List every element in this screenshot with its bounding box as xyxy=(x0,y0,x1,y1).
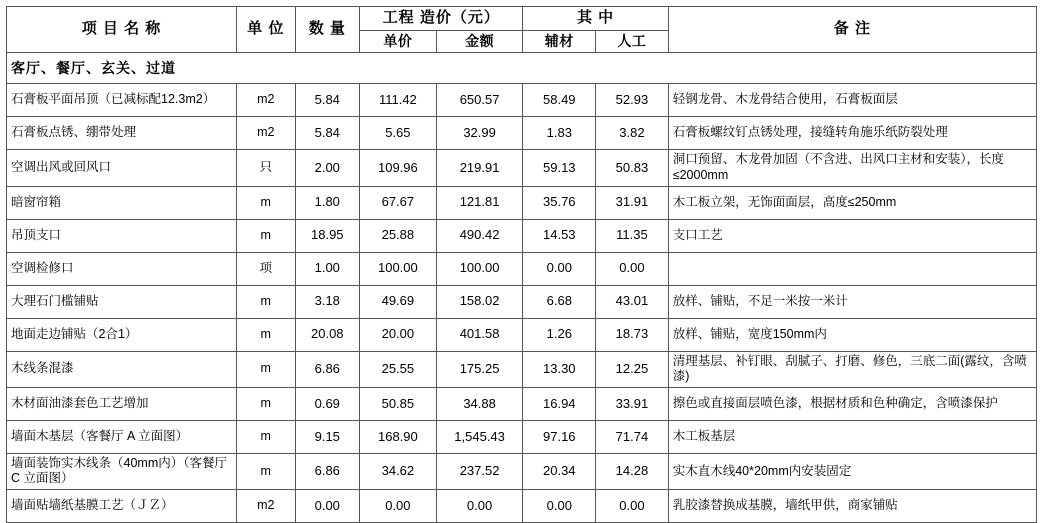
row-name: 空调检修口 xyxy=(7,252,237,285)
row-aux: 13.30 xyxy=(523,351,596,387)
row-remark: 放样、铺贴，不足一米按一米计 xyxy=(668,285,1036,318)
row-unit-price: 50.85 xyxy=(360,387,437,420)
row-unit: m xyxy=(237,318,296,351)
row-name: 地面走边铺贴（2合1） xyxy=(7,318,237,351)
row-qty: 0.00 xyxy=(295,490,360,523)
table-row xyxy=(7,387,1037,420)
row-amount: 0.00 xyxy=(436,490,523,523)
row-name: 木材面油漆套色工艺增加 xyxy=(7,387,237,420)
table-header xyxy=(7,7,1037,53)
row-qty: 5.84 xyxy=(295,117,360,150)
row-labor: 33.91 xyxy=(596,387,669,420)
row-unit-price: 111.42 xyxy=(360,84,437,117)
row-remark: 洞口预留、木龙骨加固（不含进、出风口主材和安装），长度≤2000mm xyxy=(668,150,1036,186)
row-aux: 16.94 xyxy=(523,387,596,420)
row-aux: 6.68 xyxy=(523,285,596,318)
header-cost-group: 工程 造价（元） xyxy=(360,7,523,31)
header-project-name: 项 目 名 称 xyxy=(7,7,237,53)
row-unit-price: 0.00 xyxy=(360,490,437,523)
row-remark: 放样、铺贴，宽度150mm内 xyxy=(668,318,1036,351)
table-row xyxy=(7,285,1037,318)
table-row xyxy=(7,490,1037,523)
table-row xyxy=(7,453,1037,489)
table-row xyxy=(7,318,1037,351)
header-amount: 金额 xyxy=(436,30,523,53)
table-row xyxy=(7,84,1037,117)
row-amount: 175.25 xyxy=(436,351,523,387)
row-aux: 0.00 xyxy=(523,252,596,285)
row-labor: 11.35 xyxy=(596,219,669,252)
row-unit-price: 25.88 xyxy=(360,219,437,252)
row-unit-price: 20.00 xyxy=(360,318,437,351)
row-qty: 2.00 xyxy=(295,150,360,186)
row-qty: 6.86 xyxy=(295,453,360,489)
row-unit: m xyxy=(237,351,296,387)
row-aux: 1.83 xyxy=(523,117,596,150)
header-aux-material: 辅材 xyxy=(523,30,596,53)
table-row xyxy=(7,219,1037,252)
row-amount: 401.58 xyxy=(436,318,523,351)
row-aux: 0.00 xyxy=(523,490,596,523)
table-row xyxy=(7,186,1037,219)
header-quantity: 数 量 xyxy=(295,7,360,53)
cost-table xyxy=(6,6,1037,523)
row-aux: 97.16 xyxy=(523,420,596,453)
header-remark: 备 注 xyxy=(668,7,1036,53)
row-remark: 支口工艺 xyxy=(668,219,1036,252)
table-row xyxy=(7,351,1037,387)
row-remark: 擦色或直接面层喷色漆，根据材质和色种确定，含喷漆保护 xyxy=(668,387,1036,420)
row-unit: m xyxy=(237,186,296,219)
row-qty: 20.08 xyxy=(295,318,360,351)
row-labor: 18.73 xyxy=(596,318,669,351)
row-unit-price: 25.55 xyxy=(360,351,437,387)
table-body xyxy=(7,53,1037,523)
row-unit-price: 109.96 xyxy=(360,150,437,186)
row-name: 空调出风或回风口 xyxy=(7,150,237,186)
row-qty: 0.69 xyxy=(295,387,360,420)
row-amount: 158.02 xyxy=(436,285,523,318)
table-row xyxy=(7,117,1037,150)
row-remark xyxy=(668,252,1036,285)
row-aux: 14.53 xyxy=(523,219,596,252)
row-name: 木线条混漆 xyxy=(7,351,237,387)
row-remark: 乳胶漆替换成基膜，墙纸甲供，商家铺贴 xyxy=(668,490,1036,523)
row-amount: 219.91 xyxy=(436,150,523,186)
row-labor: 0.00 xyxy=(596,490,669,523)
row-qty: 3.18 xyxy=(295,285,360,318)
section-title: 客厅、餐厅、玄关、过道 xyxy=(7,53,1037,84)
row-unit: 只 xyxy=(237,150,296,186)
row-qty: 1.00 xyxy=(295,252,360,285)
row-unit-price: 49.69 xyxy=(360,285,437,318)
row-remark: 木工板立架，无饰面面层，高度≤250mm xyxy=(668,186,1036,219)
row-unit: m2 xyxy=(237,84,296,117)
row-name: 石膏板点锈、绷带处理 xyxy=(7,117,237,150)
row-labor: 43.01 xyxy=(596,285,669,318)
row-amount: 650.57 xyxy=(436,84,523,117)
header-labor: 人工 xyxy=(596,30,669,53)
row-aux: 1.26 xyxy=(523,318,596,351)
row-unit-price: 67.67 xyxy=(360,186,437,219)
row-aux: 58.49 xyxy=(523,84,596,117)
row-name: 墙面木基层（客餐厅 A 立面图） xyxy=(7,420,237,453)
row-labor: 50.83 xyxy=(596,150,669,186)
row-remark: 石膏板螺纹钉点锈处理，接缝转角施乐纸防裂处理 xyxy=(668,117,1036,150)
row-labor: 52.93 xyxy=(596,84,669,117)
section-row xyxy=(7,53,1037,84)
row-remark: 清理基层、补钉眼、刮腻子、打磨、修色，三底二面(露纹，含喷漆) xyxy=(668,351,1036,387)
row-qty: 9.15 xyxy=(295,420,360,453)
row-amount: 121.81 xyxy=(436,186,523,219)
row-unit: m xyxy=(237,387,296,420)
row-amount: 100.00 xyxy=(436,252,523,285)
row-name: 墙面贴墙纸基膜工艺（ＪＺ） xyxy=(7,490,237,523)
row-qty: 18.95 xyxy=(295,219,360,252)
row-labor: 12.25 xyxy=(596,351,669,387)
row-unit: 项 xyxy=(237,252,296,285)
row-unit: m xyxy=(237,285,296,318)
row-amount: 32.99 xyxy=(436,117,523,150)
row-unit: m xyxy=(237,453,296,489)
row-unit: m xyxy=(237,420,296,453)
row-unit-price: 5.65 xyxy=(360,117,437,150)
row-unit: m2 xyxy=(237,490,296,523)
row-name: 墙面装饰实木线条（40mm内）（客餐厅C 立面图） xyxy=(7,453,237,489)
row-name: 吊顶支口 xyxy=(7,219,237,252)
row-aux: 35.76 xyxy=(523,186,596,219)
row-labor: 31.91 xyxy=(596,186,669,219)
header-unit: 单 位 xyxy=(237,7,296,53)
row-unit-price: 100.00 xyxy=(360,252,437,285)
row-amount: 34.88 xyxy=(436,387,523,420)
row-qty: 1.80 xyxy=(295,186,360,219)
header-unit-price: 单价 xyxy=(360,30,437,53)
header-middle-group: 其 中 xyxy=(523,7,668,31)
row-unit: m2 xyxy=(237,117,296,150)
row-name: 大理石门槛铺贴 xyxy=(7,285,237,318)
row-remark: 实木直木线40*20mm内安装固定 xyxy=(668,453,1036,489)
row-labor: 71.74 xyxy=(596,420,669,453)
row-remark: 木工板基层 xyxy=(668,420,1036,453)
row-aux: 20.34 xyxy=(523,453,596,489)
row-amount: 1,545.43 xyxy=(436,420,523,453)
row-amount: 237.52 xyxy=(436,453,523,489)
row-qty: 5.84 xyxy=(295,84,360,117)
row-labor: 14.28 xyxy=(596,453,669,489)
row-unit-price: 34.62 xyxy=(360,453,437,489)
row-name: 暗窗帘箱 xyxy=(7,186,237,219)
table-row xyxy=(7,420,1037,453)
row-unit: m xyxy=(237,219,296,252)
row-unit-price: 168.90 xyxy=(360,420,437,453)
row-remark: 轻钢龙骨、木龙骨结合使用，石膏板面层 xyxy=(668,84,1036,117)
row-amount: 490.42 xyxy=(436,219,523,252)
row-aux: 59.13 xyxy=(523,150,596,186)
table-row xyxy=(7,252,1037,285)
row-labor: 0.00 xyxy=(596,252,669,285)
row-labor: 3.82 xyxy=(596,117,669,150)
row-name: 石膏板平面吊顶（已减标配12.3m2） xyxy=(7,84,237,117)
table-row xyxy=(7,150,1037,186)
row-qty: 6.86 xyxy=(295,351,360,387)
